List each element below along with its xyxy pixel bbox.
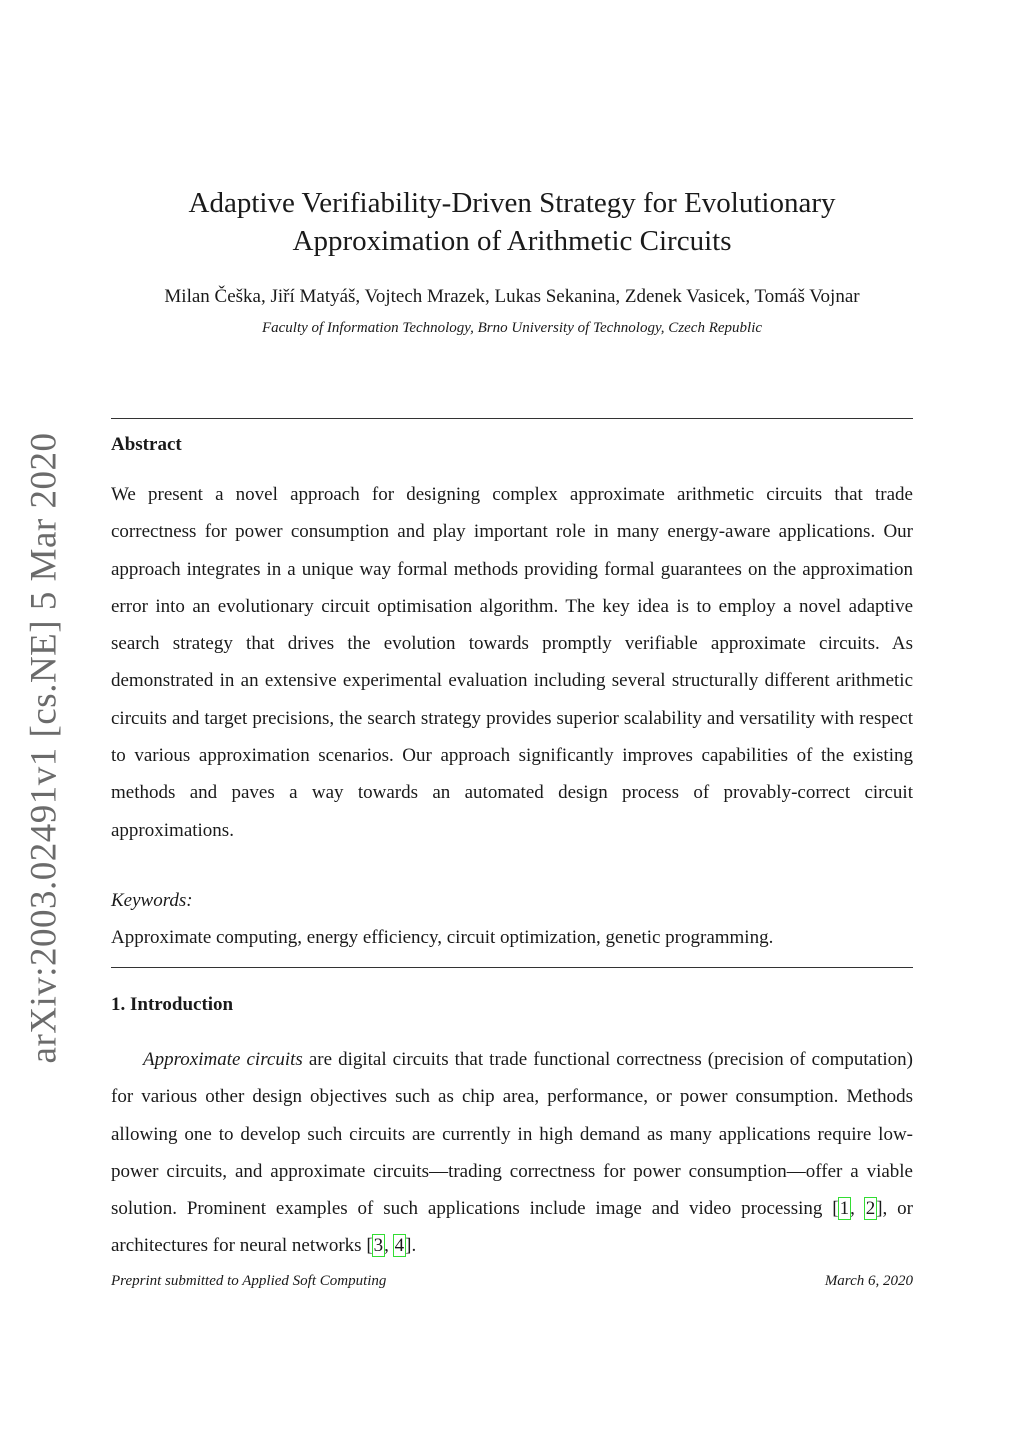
paper-title-line-1: Adaptive Verifiability-Driven Strategy for Evolutionary [188, 187, 836, 219]
author-affiliation: Faculty of Information Technology, Brno University of Technology, Czech Republic [261, 320, 763, 336]
paper-title-line-2: Approximation of Arithmetic Circuits [292, 225, 732, 257]
arxiv-identifier-stamp: arXiv:2003.02491v1 [cs.NE] 5 Mar 2020 [23, 432, 65, 1064]
author-list: Milan Češka, Jiří Matyáš, Vojtech Mrazek, Lukas Sekanina, Zdenek Vasicek, Tomáš Vojnar [164, 286, 860, 307]
abstract-bottom-rule [111, 967, 913, 968]
citation-link-1[interactable]: 1 [839, 1198, 850, 1220]
footer-date: March 6, 2020 [824, 1273, 913, 1289]
intro-lead-term: Approximate circuits [143, 1049, 303, 1070]
paper-title [111, 184, 913, 260]
keywords-label: Keywords: [111, 890, 193, 911]
citation-bracket-close: ] [405, 1235, 412, 1257]
intro-text-end: . [411, 1235, 417, 1257]
footer-submission-note: Preprint submitted to Applied Soft Computing [111, 1273, 387, 1289]
citation-separator: , [850, 1198, 865, 1220]
section-heading-introduction: 1. Introduction [111, 994, 234, 1015]
introduction-paragraph [111, 1041, 913, 1265]
citation-bracket-open: [ [366, 1235, 373, 1257]
citation-link-3[interactable]: 3 [373, 1235, 384, 1257]
abstract-body: We present a novel approach for designing complex approximate arithmetic circuits that trade correctness for power consumption and play important role in many energy-aware applications. Our approach integrates in a unique way formal methods providing formal guarantees on the approximation error into an evolutionary circuit optimisation algorithm. The key idea is to employ a novel adaptive search strategy that drives the evolution towards promptly verifiable approximate circuits. As demonstrated in an extensive experimental evaluation including several structurally different arithmetic circuits and target precisions, the search strategy provides superior scalability and versatility with respect to various approximation scenarios. Our approach significantly improves capabilities of the existing methods and paves a way towards an automated design process of provably-correct circuit approximations. [111, 484, 913, 841]
citation-bracket-close: ] [876, 1198, 883, 1220]
citation-link-4[interactable]: 4 [394, 1235, 405, 1257]
citation-link-2[interactable]: 2 [865, 1198, 876, 1220]
intro-text-part-2: , or architectures for neural networks [111, 1198, 914, 1257]
abstract-top-rule [111, 418, 913, 419]
abstract-heading: Abstract [111, 434, 182, 455]
citation-bracket-open: [ [832, 1198, 839, 1220]
intro-text-part-1: are digital circuits that trade functional correctness (precision of computation) for various other design objectives such as chip area, performance, or power consumption. Methods allowing one to develop such circuits are currently in high demand as many applications require low-power circuits, and approximate circuits—trading correctness for power consumption—offer a viable solution. Prominent examples of such applications include image and video processing [111, 1049, 913, 1220]
keywords-text: Approximate computing, energy efficiency, circuit optimization, genetic programming. [111, 927, 774, 948]
citation-separator: , [384, 1235, 394, 1257]
